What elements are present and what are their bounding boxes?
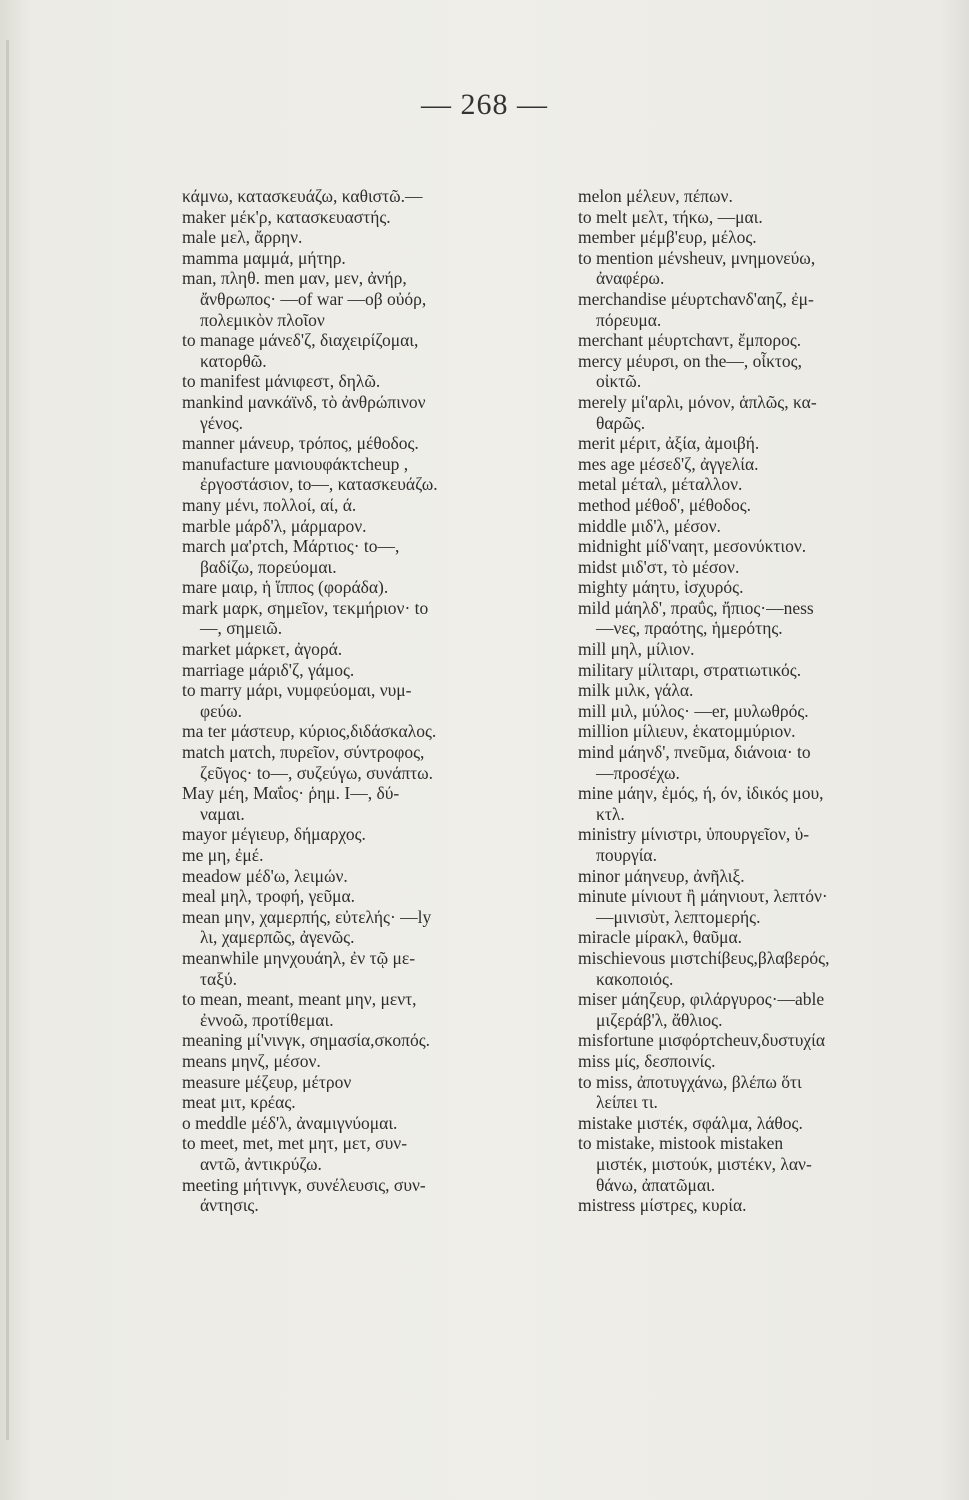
entry-continuation: πουργία. (596, 845, 657, 865)
left-column (182, 186, 557, 1216)
entry-headline: mistress μίστρες, κυρία. (578, 1195, 747, 1216)
dictionary-entry (578, 1051, 953, 1072)
dictionary-entry (578, 248, 953, 289)
entry-headline: melon μέλευν, πέπων. (578, 186, 733, 206)
entry-headline: mischievous μιστchίβευς,βλαβερός, (578, 947, 830, 968)
entry-continuation: —μινισὺτ, λεπτομερής. (596, 906, 761, 927)
dictionary-entry (578, 680, 953, 701)
dictionary-entry (578, 207, 953, 228)
entry-headline: to mean, meant, meant μην, μεντ, (182, 989, 417, 1010)
entry-headline: mine μάην, ἐμός, ή, όν, ἰδικός μου, (578, 783, 824, 804)
entry-headline: many μένι, πολλοί, αί, ά. (182, 494, 357, 515)
entry-headline: o meddle μέδ'λ, ἀναμιγνύομαι. (182, 1112, 398, 1133)
entry-headline: to miss, ἀποτυγχάνω, βλέπω ὅτι (578, 1071, 802, 1092)
dictionary-entry (182, 392, 557, 433)
entry-headline: midst μιδ'στ, τὸ μέσον. (578, 556, 740, 577)
dictionary-entry (182, 660, 557, 681)
entry-headline: mean μην, χαμερπής, εὐτελής· —ly (182, 906, 432, 927)
dictionary-entry (182, 742, 557, 783)
dictionary-entry (578, 701, 953, 722)
entry-headline: mercy μέυρσι, on the—, οἶκτος, (578, 350, 802, 371)
dictionary-entry (182, 1133, 557, 1174)
dictionary-entry (578, 577, 953, 598)
entry-headline: match ματch, πυρεῖον, σύντροφος, (182, 742, 425, 763)
entry-continuation: ἐννοῶ, προτίθεμαι. (200, 1009, 334, 1030)
entry-headline: merchant μέυρτchαντ, ἔμπορος. (578, 330, 802, 351)
entry-continuation: ναμαι. (200, 803, 245, 824)
entry-headline: man, πληθ. men μαν, μεν, ἀνήρ, (182, 268, 407, 289)
entry-headline: middle μιδ'λ, μέσον. (578, 515, 721, 536)
dictionary-entry (182, 248, 557, 269)
entry-headline: meat μιτ, κρέας. (182, 1092, 296, 1113)
entry-headline: ministry μίνιστρι, ὑπουργεῖον, ὑ- (578, 824, 810, 845)
dictionary-entry (182, 207, 557, 228)
dictionary-entry (182, 268, 557, 330)
entry-continuation: οἰκτῶ. (596, 371, 642, 392)
entry-headline: member μέμβ'ευρ, μέλος. (578, 227, 757, 248)
dictionary-entry (182, 371, 557, 392)
dictionary-entry (182, 1092, 557, 1113)
entry-headline: mill μιλ, μύλος· —er, μυλωθρός. (578, 700, 809, 721)
entry-headline: mankind μανκάϊνδ, τὸ ἀνθρώπινον (182, 391, 426, 412)
entry-headline: to mistake, mistook mistaken (578, 1133, 784, 1154)
dictionary-entry (182, 639, 557, 660)
entry-headline: mare μαιρ, ἡ ἵππος (φοράδα). (182, 577, 389, 598)
entry-headline: to meet, met, met μητ, μετ, συν- (182, 1133, 408, 1154)
entry-headline: to manifest μάνιφεστ, δηλῶ. (182, 371, 381, 392)
entry-continuation: πόρευμα. (596, 309, 662, 330)
dictionary-entry (182, 680, 557, 721)
dictionary-entry (578, 1133, 953, 1195)
dictionary-entry (578, 433, 953, 454)
entry-headline: measure μέζευρ, μέτρον (182, 1071, 352, 1092)
dictionary-entry (182, 577, 557, 598)
dictionary-entry (578, 742, 953, 783)
entry-continuation: —νες, πραότης, ἡμερότης. (596, 618, 783, 639)
dictionary-entry (578, 927, 953, 948)
dictionary-entry (182, 989, 557, 1030)
dictionary-entry (578, 536, 953, 557)
entry-headline: mistake μιστέκ, σφάλμα, λάθος. (578, 1112, 803, 1133)
entry-headline: to mention μένsheuv, μνημονεύω, (578, 247, 816, 268)
dictionary-entry (578, 227, 953, 248)
entry-headline: merchandise μέυρτchανδ'αηζ, ἐμ- (578, 288, 814, 309)
dictionary-entry (578, 495, 953, 516)
dictionary-entry (578, 557, 953, 578)
entry-continuation: κτλ. (596, 803, 625, 824)
entry-headline: mind μάηνδ', πνεῦμα, διάνοια· to (578, 742, 811, 763)
entry-continuation: κακοποιός. (596, 968, 674, 989)
dictionary-entry (182, 1113, 557, 1134)
dictionary-entry (182, 907, 557, 948)
dictionary-entry (578, 474, 953, 495)
entry-headline: meal μηλ, τροφή, γεῦμα. (182, 886, 356, 907)
entry-headline: miss μίς, δεσποινίς. (578, 1050, 716, 1071)
entry-headline: military μίλιταρι, στρατιωτικός. (578, 659, 802, 680)
right-column (578, 186, 953, 1216)
entry-continuation: μιζεράβ'λ, ἄθλιος. (596, 1009, 723, 1030)
entry-headline: mes age μέσεδ'ζ, ἀγγελία. (578, 453, 759, 474)
entry-headline: ma ter μάστευρ, κύριος,διδάσκαλος. (182, 721, 437, 742)
entry-headline: to marry μάρι, νυμφεύομαι, νυμ- (182, 680, 412, 701)
dictionary-entry (182, 454, 557, 495)
entry-continuation: αντῶ, ἀντικρύζω. (200, 1153, 322, 1174)
dictionary-entry (182, 721, 557, 742)
dictionary-entry (578, 948, 953, 989)
entry-continuation: λι, χαμερπῶς, ἀγενῶς. (200, 927, 355, 948)
page-number: — 268 — (421, 88, 548, 121)
entry-headline: mark μαρκ, σημεῖον, τεκμήριον· to (182, 597, 429, 618)
entry-continuation: θάνω, ἀπατῶμαι. (596, 1174, 716, 1195)
entry-continuation: ἄνθρωπος· —of war —οβ οὐόρ, (200, 288, 427, 309)
entry-headline: me μη, ἐμέ. (182, 845, 264, 865)
dictionary-entry (578, 783, 953, 824)
entry-headline: minute μίνιουτ ἢ μάηνιουτ, λεπτόν· (578, 886, 828, 907)
entry-headline: miracle μίρακλ, θαῦμα. (578, 927, 743, 948)
dictionary-entry (578, 598, 953, 639)
entry-continuation: πολεμικὸν πλοῖον (200, 309, 325, 330)
entry-continuation: —προσέχω. (596, 762, 680, 783)
dictionary-entry (578, 721, 953, 742)
entry-headline: midnight μίδ'ναητ, μεσονύκτιον. (578, 536, 807, 557)
entry-continuation: λείπει τι. (596, 1092, 658, 1113)
dictionary-entry (182, 536, 557, 577)
dictionary-entry (182, 330, 557, 371)
entry-continuation: —, σημειῶ. (200, 618, 283, 639)
entry-headline: march μα'ρτch, Μάρτιος· to—, (182, 536, 400, 557)
entry-headline: to manage μάνεδ'ζ, διαχειρίζομαι, (182, 330, 419, 351)
dictionary-entry (578, 1195, 953, 1216)
dictionary-entry (578, 1113, 953, 1134)
entry-headline: meadow μέδ'ω, λειμών. (182, 865, 348, 886)
entry-headline: maker μέκ'ρ, κατασκευαστής. (182, 206, 391, 227)
dictionary-entry (578, 289, 953, 330)
entry-headline: means μηνζ, μέσον. (182, 1050, 321, 1071)
entry-headline: to melt μελτ, τήκω, —μαι. (578, 206, 763, 227)
dictionary-entry (182, 783, 557, 824)
page-edge-shadow (6, 40, 9, 1440)
entry-headline: marriage μάριδ'ζ, γάμος. (182, 659, 355, 680)
entry-headline: market μάρκετ, ἀγορά. (182, 639, 343, 660)
entry-headline: mill μηλ, μίλιον. (578, 639, 695, 660)
dictionary-entry (578, 1030, 953, 1051)
dictionary-entry (182, 824, 557, 845)
entry-headline: mamma μαμμά, μήτηρ. (182, 247, 346, 268)
entry-headline: merit μέριτ, ἀξία, ἀμοιβή. (578, 433, 760, 454)
entry-headline: metal μέταλ, μέταλλον. (578, 474, 743, 495)
dictionary-entry (182, 516, 557, 537)
dictionary-entry (182, 433, 557, 454)
entry-headline: misfortune μισφόρτcheuv,δυστυχία (578, 1030, 826, 1051)
dictionary-entry (182, 186, 557, 207)
entry-continuation: άντησις. (200, 1195, 259, 1216)
dictionary-entry (578, 1072, 953, 1113)
entry-headline: male μελ, ἄρρην. (182, 227, 303, 248)
dictionary-entry (578, 824, 953, 865)
entry-continuation: ἐργοστάσιον, to—, κατασκευάζω. (200, 474, 438, 495)
dictionary-entry (182, 1051, 557, 1072)
dictionary-entry (182, 1072, 557, 1093)
dictionary-entry (182, 227, 557, 248)
dictionary-entry (578, 392, 953, 433)
dictionary-entry (182, 495, 557, 516)
dictionary-entry (578, 186, 953, 207)
entry-headline: meeting μήτινγκ, συνέλευσις, συν- (182, 1174, 426, 1195)
dictionary-entry (578, 516, 953, 537)
dictionary-entry (578, 989, 953, 1030)
entry-continuation: γένος. (200, 412, 244, 433)
dictionary-entry (182, 845, 557, 866)
entry-headline: merely μί'αρλι, μόνον, ἁπλῶς, κα- (578, 391, 817, 412)
dictionary-entry (578, 866, 953, 887)
entry-continuation: ἀναφέρω. (596, 268, 665, 289)
entry-headline: mild μάηλδ', πραΰς, ἤπιος·—ness (578, 597, 814, 618)
dictionary-entry (182, 886, 557, 907)
dictionary-entry (578, 886, 953, 927)
entry-headline: minor μάηνευρ, ἀνῆλιξ. (578, 865, 745, 886)
entry-headline: mayor μέγιευρ, δήμαρχος. (182, 824, 366, 845)
dictionary-entry (182, 948, 557, 989)
entry-headline: meanwhile μηνχουάηλ, ἐν τῷ με- (182, 947, 416, 968)
entry-headline: manner μάνευρ, τρόπος, μέθοδος. (182, 433, 419, 454)
entry-continuation: ζεῦγος· to—, συζεύγω, συνάπτω. (200, 762, 434, 783)
entry-headline: mighty μάητυ, ἰσχυρός. (578, 577, 744, 598)
entry-headline: meaning μί'νινγκ, σημασία,σκοπός. (182, 1030, 431, 1051)
entry-continuation: κατορθῶ. (200, 350, 267, 371)
entry-headline: May μέη, Μαΐος· ῥημ. I—, δύ- (182, 783, 400, 804)
dictionary-entry (578, 454, 953, 475)
entry-continuation: θαρῶς. (596, 412, 646, 433)
dictionary-entry (182, 598, 557, 639)
dictionary-entry (578, 330, 953, 351)
dictionary-entry (182, 1175, 557, 1216)
dictionary-entry (182, 866, 557, 887)
dictionary-entry (578, 351, 953, 392)
entry-headline: manufacture μανιουφάκτcheup , (182, 453, 409, 474)
dictionary-entry (182, 1030, 557, 1051)
entry-headline: million μίλιευν, ἑκατομμύριον. (578, 721, 796, 742)
entry-headline: milk μιλκ, γάλα. (578, 680, 694, 701)
entry-continuation: ταξύ. (200, 968, 238, 989)
dictionary-entry (578, 660, 953, 681)
entry-headline: marble μάρδ'λ, μάρμαρον. (182, 515, 367, 536)
dictionary-entry (578, 639, 953, 660)
entry-headline: κάμνω, κατασκευάζω, καθιστῶ.— (182, 186, 423, 206)
entry-headline: miser μάηζευρ, φιλάργυρος·—able (578, 989, 825, 1010)
entry-continuation: φεύω. (200, 700, 243, 721)
entry-continuation: μιστέκ, μιστούκ, μιστέκν, λαν- (596, 1153, 812, 1174)
entry-continuation: βαδίζω, πορεύομαι. (200, 556, 337, 577)
entry-headline: method μέθοδ', μέθοδος. (578, 494, 752, 515)
